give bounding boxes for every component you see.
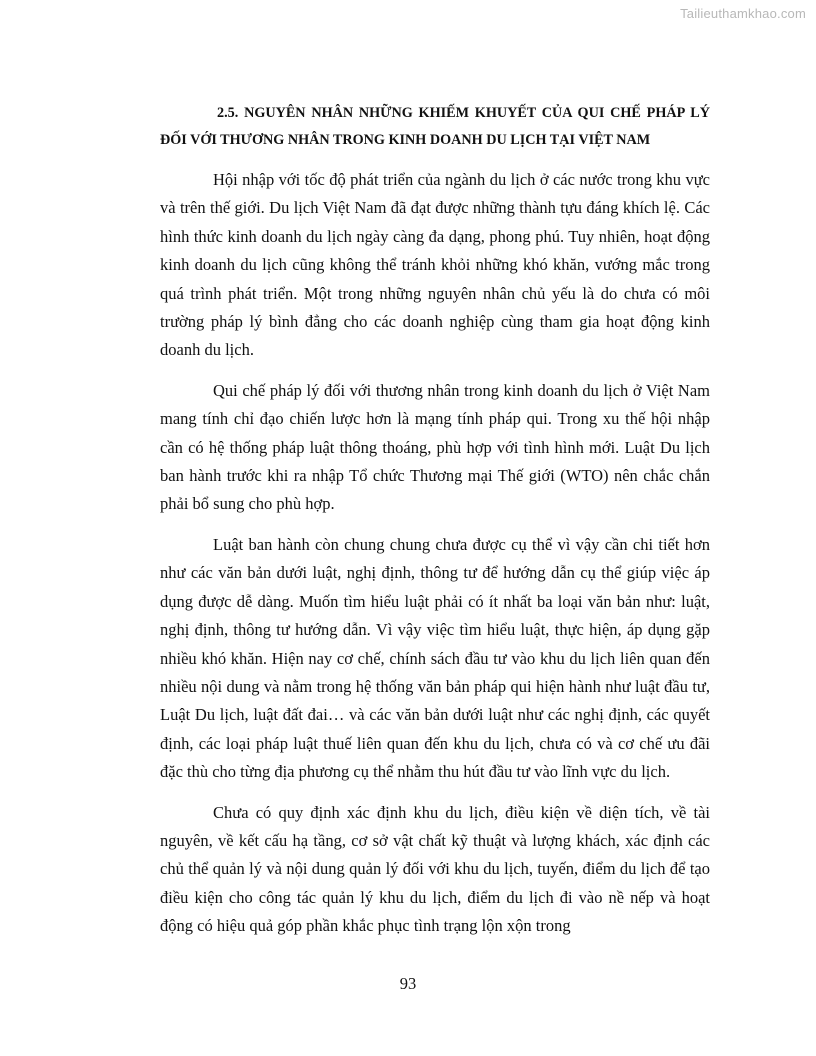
section-heading (160, 100, 710, 154)
paragraph-4: Chưa có quy định xác định khu du lịch, điều kiện về diện tích, về tài nguyên, về kết cấu hạ tầng, cơ sở vật chất kỹ thuật và lượng khách, xác định các chủ thể quản lý và nội dung quản lý đối với khu du lịch, tuyến, điểm du lịch để tạo điều kiện cho công tác quản lý khu du lịch, điểm du lịch đi vào nề nếp và hoạt động có hiệu quả góp phần khắc phục tình trạng lộn xộn trong (160, 802, 710, 936)
page-number: 93 (399, 974, 417, 993)
section-heading-line-2: ĐỐI VỚI THƯƠNG NHÂN TRONG KINH DOANH DU LỊCH TẠI VIỆT NAM (160, 132, 651, 148)
document-body (160, 100, 710, 953)
paragraph-3: Luật ban hành còn chung chung chưa được cụ thể vì vậy cần chi tiết hơn như các văn bản dưới luật, nghị định, thông tư để hướng dẫn cụ thể giúp việc áp dụng được dễ dàng. Muốn tìm hiểu luật phải có ít nhất ba loại văn bản như: luật, nghị định, thông tư hướng dẫn. Vì vậy việc tìm hiểu luật, thực hiện, áp dụng gặp nhiều khó khăn. Hiện nay cơ chế, chính sách đầu tư vào khu du lịch liên quan đến nhiều nội dung và nằm trong hệ thống văn bản pháp qui hiện hành như luật đầu tư, Luật Du lịch, luật đất đai… và các văn bản dưới luật như các nghị định, các quyết định, các loại pháp luật thuế liên quan đến khu du lịch, chưa có và cơ chế ưu đãi đặc thù cho từng địa phương cụ thể nhằm thu hút đầu tư vào lĩnh vực du lịch. (160, 534, 710, 782)
watermark-text: Tailieuthamkhao.com (680, 6, 806, 21)
paragraph-2: Qui chế pháp lý đối với thương nhân trong kinh doanh du lịch ở Việt Nam mang tính chỉ đạo chiến lược hơn là mạng tính pháp qui. Trong xu thế hội nhập cần có hệ thống pháp luật thông thoáng, phù hợp với tình hình mới. Luật Du lịch ban hành trước khi ra nhập Tổ chức Thương mại Thế giới (WTO) nên chắc chắn phải bổ sung cho phù hợp. (160, 380, 710, 514)
paragraph-1: Hội nhập với tốc độ phát triển của ngành du lịch ở các nước trong khu vực và trên thế giới. Du lịch Việt Nam đã đạt được những thành tựu đáng khích lệ. Các hình thức kinh doanh du lịch ngày càng đa dạng, phong phú. Tuy nhiên, hoạt động kinh doanh du lịch cũng không thể tránh khỏi những khó khăn, vướng mắc trong quá trình phát triển. Một trong những nguyên nhân chủ yếu là do chưa có môi trường pháp lý bình đẳng cho các doanh nghiệp cùng tham gia hoạt động kinh doanh du lịch. (160, 170, 710, 360)
section-heading-line-1: 2.5. NGUYÊN NHÂN NHỮNG KHIẾM KHUYẾT CỦA QUI CHẾ PHÁP LÝ (217, 105, 710, 121)
